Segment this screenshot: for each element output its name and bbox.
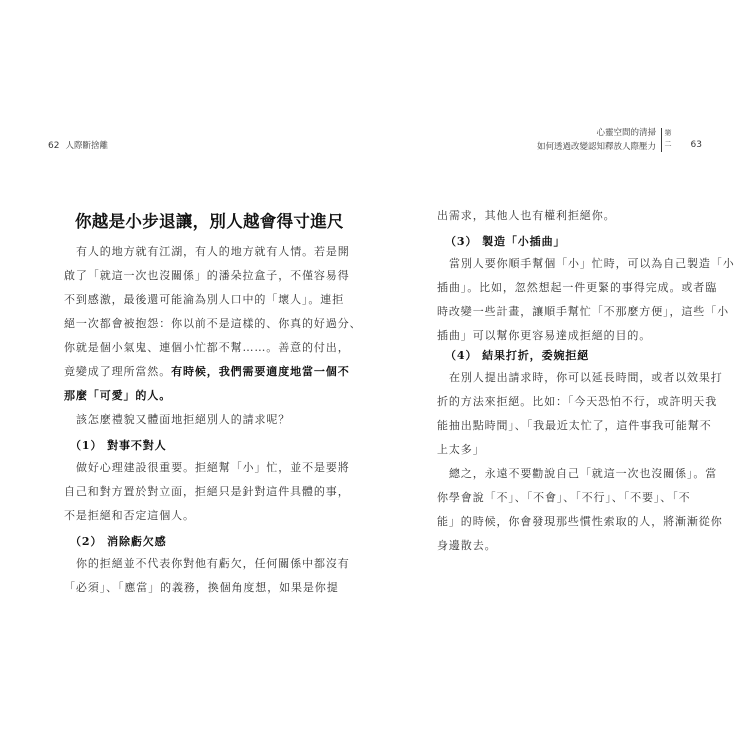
- paragraph-line: 自己和對方置於對立面，拒絕只是針對這件具體的事，: [64, 485, 350, 498]
- right-page: [375, 0, 750, 750]
- paragraph-line: 「必須」、「應當」的義務，換個角度想，如果是你提: [64, 581, 339, 594]
- paragraph-line: 不是拒絕和否定這個人。: [64, 509, 195, 522]
- paragraph-line: 你就是個小氣鬼、連個小忙都不幫……。善意的付出，: [64, 341, 350, 354]
- emphasis-text: 有時候，我們需要適度地當一個不: [171, 365, 350, 378]
- paragraph-line: 該怎麼禮貌又體面地拒絕別人的請求呢？: [76, 413, 291, 426]
- left-running-header: [48, 139, 108, 151]
- left-header-title: 人際斷捨離: [65, 141, 108, 151]
- subheading-4: （4） 結果打折，委婉拒絕: [445, 349, 590, 362]
- chapter-label-char: 第: [664, 129, 672, 137]
- right-header-line-1: 心靈空間的清掃: [596, 128, 656, 138]
- subheading-1: （1） 對事不對人: [70, 439, 167, 452]
- paragraph-line: 出需求，其他人也有權利拒絕你。: [437, 209, 616, 222]
- paragraph-line: 上太多」: [437, 443, 485, 456]
- subheading-3: （3） 製造「小插曲」: [445, 235, 566, 248]
- paragraph-line: 時改變一些計畫，讓順手幫忙「不那麼方便」，這些「小: [437, 305, 729, 318]
- paragraph-line: 插曲」可以幫你更容易達成拒絕的目的。: [437, 329, 652, 342]
- paragraph-line: 做好心理建設很重要。拒絕幫「小」忙，並不是要將: [76, 461, 350, 474]
- paragraph-line: 能抽出點時間」、「我最近太忙了，這件事我可能幫不: [437, 419, 712, 432]
- right-running-header: [402, 126, 702, 154]
- paragraph-line: 有人的地方就有江湖，有人的地方就有人情。若是開: [76, 245, 350, 258]
- paragraph-line: 絕一次都會被抱怨：你以前不是這樣的、你真的好過分、: [64, 317, 362, 330]
- emphasis-line: 那麼「可愛」的人。: [64, 389, 172, 402]
- paragraph-line: 你的拒絕並不代表你對他有虧欠，任何關係中都沒有: [76, 557, 350, 570]
- paragraph-line: 在別人提出請求時，你可以延長時間，或者以效果打: [449, 371, 723, 384]
- header-divider: [661, 128, 663, 152]
- chapter-label: [664, 128, 672, 150]
- chapter-label-char: 二: [664, 140, 672, 148]
- right-page-number: 63: [690, 140, 702, 150]
- paragraph-line: 總之，永遠不要勸說自己「就這一次也沒關係」。當: [449, 467, 718, 480]
- paragraph-line: 啟了「就這一次也沒關係」的潘朵拉盒子，不僅容易得: [64, 269, 350, 282]
- subheading-2: （2） 消除虧欠感: [70, 535, 167, 548]
- paragraph-text: 竟變成了理所當然。: [64, 365, 172, 378]
- right-header-line-2: 如何透過改變認知釋放人際壓力: [536, 142, 656, 152]
- paragraph-line: 能」的時候，你會發現那些慣性索取的人，將漸漸從你: [437, 515, 723, 528]
- paragraph-line: 你學會說「不」、「不會」、「不行」、「不要」、「不: [437, 491, 691, 504]
- paragraph-line: 不到感激，最後還可能淪為別人口中的「壞人」。連拒: [64, 293, 345, 306]
- paragraph-line: 折的方法來拒絕。比如：「今天恐怕不行，或許明天我: [437, 395, 718, 408]
- paragraph-line: 插曲」。比如，忽然想起一件更緊的事得完成。或者臨: [437, 281, 718, 294]
- paragraph-line: 身邊散去。: [437, 539, 497, 552]
- paragraph-line: 當別人要你順手幫個「小」忙時，可以為自己製造「小: [449, 257, 735, 270]
- right-header-lines: [537, 126, 656, 154]
- paragraph-line-with-emphasis: [64, 360, 350, 384]
- left-page-number: 62: [48, 141, 60, 151]
- section-title: 你越是小步退讓，別人越會得寸進尺: [75, 212, 344, 231]
